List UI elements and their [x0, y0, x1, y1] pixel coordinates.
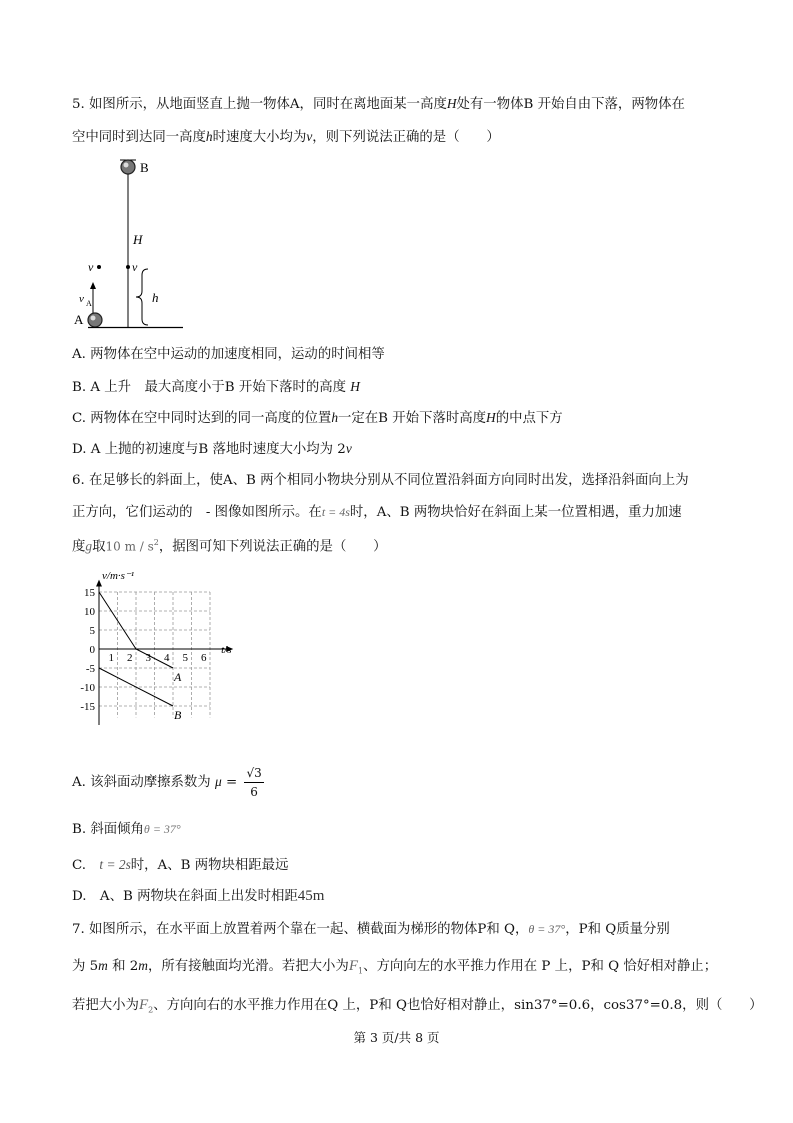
label-v-right: v: [132, 260, 138, 274]
y-tick-label: 10: [84, 606, 95, 618]
q6-option-b: B. 斜面倾角θ = 37°: [72, 822, 181, 837]
label-B: B: [140, 160, 149, 175]
label-vA-sub: A: [86, 299, 92, 308]
q6-option-d: D. A、B 两物块在斜面上出发时相距45m: [72, 888, 325, 904]
q5-option-a: A. 两物体在空中运动的加速度相同，运动的时间相等: [72, 347, 385, 362]
q6-vt-chart: [78, 565, 248, 735]
label-H: H: [133, 232, 143, 247]
x-tick-label: 2: [127, 652, 133, 664]
x-tick-label: 6: [201, 652, 207, 664]
series-label-B: B: [174, 708, 182, 722]
y-tick-label: 5: [89, 625, 95, 637]
q6-line-1: 6. 在足够长的斜面上，使A、B 两个相同小物块分别从不同位置沿斜面方向同时出发，选择沿斜面向上为: [72, 473, 689, 488]
q6-option-c: C. t = 2s时，A、B 两物块相距最远: [72, 857, 289, 873]
x-tick-label: 3: [145, 652, 151, 664]
page-footer: 第 3 页/共 8 页: [353, 1030, 440, 1045]
q6-line-3: 度g取10 m / $s^2$，据图可知下列说法正确的是（ ）: [72, 538, 387, 555]
x-axis-label: t/s: [221, 644, 232, 656]
q5-option-c: C. 两物体在空中同时达到的同一高度的位置h一定在B 开始下落时高度H的中点下方: [72, 410, 563, 426]
x-tick-label: 4: [164, 652, 170, 664]
q7-line-2: 为 5m 和 2m，所有接触面均光滑。若把大小为$F_1$、方向向左的水平推力作用在 P 上，P和 Q 恰好相对静止；: [72, 958, 718, 976]
label-A: A: [74, 312, 84, 327]
y-tick-label: 0: [89, 644, 95, 656]
q5-line-2: 空中同时到达同一高度h时速度大小均为v，则下列说法正确的是（ ）: [72, 129, 500, 145]
x-tick-label: 1: [108, 652, 114, 664]
label-vA: v: [79, 293, 84, 305]
y-tick-label: -15: [80, 701, 95, 713]
label-v-left: v: [88, 260, 94, 274]
q6-line-2: 正方向，它们运动的 - 图像如图所示。在t = 4s时，A、B 两物块恰好在斜面上某一位置相遇，重力加速: [72, 505, 682, 520]
y-tick-label: -10: [80, 682, 95, 694]
y-tick-label: 15: [84, 587, 95, 599]
x-tick-label: 5: [182, 652, 188, 664]
q7-line-3: 若把大小为$F_2$、方向向右的水平推力作用在Q 上，P和 Q也恰好相对静止，sin37°=0.6，cos37°=0.8，则（ ）: [72, 997, 763, 1015]
label-h: h: [152, 290, 159, 305]
q7-line-1: 7. 如图所示，在水平面上放置着两个靠在一起、横截面为梯形的物体P和 Q，θ = 37°，P和 Q质量分别: [72, 922, 670, 937]
y-tick-label: -5: [85, 663, 95, 675]
q5-option-b: B. A 上升 最大高度小于B 开始下落时的高度 H: [72, 379, 360, 395]
q5-figure: [70, 155, 195, 335]
y-axis-label: v/m·s⁻¹: [102, 570, 135, 582]
q5-line-1: 5. 如图所示，从地面竖直上抛一物体A，同时在离地面某一高度H处有一物体B 开始自由下落，两物体在: [72, 96, 685, 112]
series-label-A: A: [174, 670, 182, 684]
q6-option-a: A. 该斜面动摩擦系数为 μ = $\frac{√3}{6}$: [72, 766, 262, 799]
q5-option-d: D. A 上抛的初速度与B 落地时速度大小均为 2v: [72, 441, 352, 457]
